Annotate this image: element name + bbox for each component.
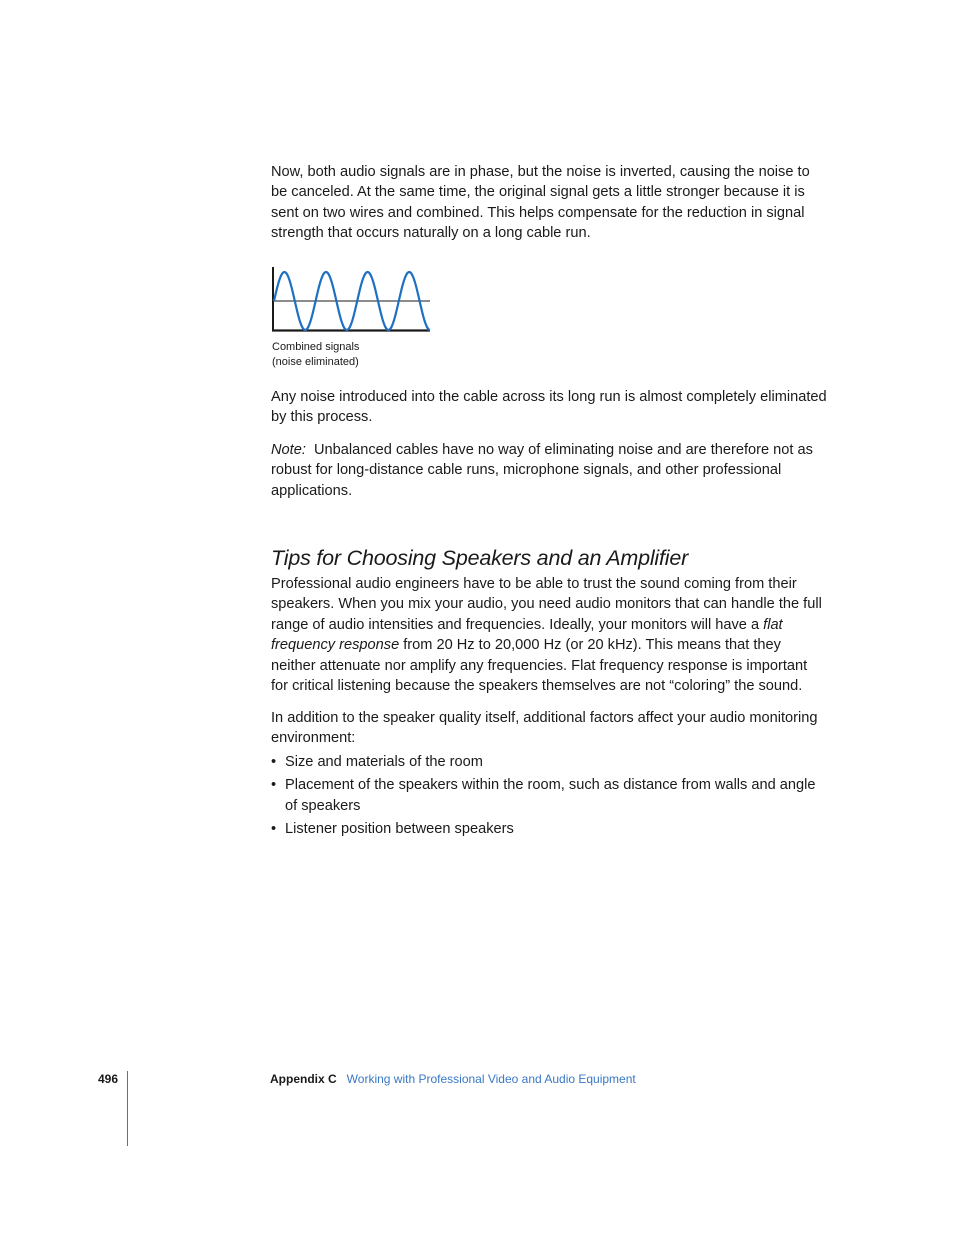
chapter-title-link[interactable]: Working with Professional Video and Audio Equipment <box>346 1072 636 1086</box>
list-item-text: Listener position between speakers <box>285 821 514 837</box>
speakers-paragraph <box>271 574 827 696</box>
list-item-text: Placement of the speakers within the room, such as distance from walls and angle of speakers <box>285 777 816 814</box>
list-item <box>271 752 827 773</box>
noise-paragraph <box>271 387 827 428</box>
list-item-text: Size and materials of the room <box>285 754 483 770</box>
paragraph-phase: Now, both audio signals are in phase, but the noise is inverted, causing the noise to be canceled. At the same time, the original signal gets a little stronger because it is sent on two wires and combined. This helps compensate for the reduction in signal strength that occurs naturally on a long cable run. <box>271 164 810 242</box>
intro-paragraph <box>271 162 827 244</box>
page-number: 496 <box>98 1072 119 1086</box>
bullet-glyph: • <box>271 777 277 793</box>
note-block <box>271 440 827 501</box>
factors-list <box>271 752 827 842</box>
list-item <box>271 775 827 817</box>
note-label: Note: <box>271 442 306 458</box>
footer-divider <box>127 1071 128 1146</box>
paragraph-factors-intro: In addition to the speaker quality itself, additional factors affect your audio monitoring environment: <box>271 710 818 747</box>
section-heading: Tips for Choosing Speakers and an Amplifier <box>271 546 689 570</box>
flat-frequency-term: flat frequency response <box>271 616 783 654</box>
bullet-glyph: • <box>271 821 277 837</box>
paragraph-speakers-start: Professional audio engineers have to be able to trust the sound coming from their speakers. When you mix your audio, you need audio monitors that can handle the full range of audio intensities and frequencies. Ideally, your monitors will have a <box>271 576 822 633</box>
paragraph-speakers-end: from 20 Hz to 20,000 Hz (or 20 kHz). This means that they neither attenuate nor amplify any frequencies. Flat frequency response is important for critical listening because the speakers themselves are not “coloring” the sound. <box>271 637 808 695</box>
running-footer <box>270 1072 636 1086</box>
note-text: Unbalanced cables have no way of eliminating noise and are therefore not as robust for long-distance cable runs, microphone signals, and other professional applications. <box>271 442 813 499</box>
figure-caption <box>272 340 359 370</box>
list-item <box>271 819 827 840</box>
caption-line-2: (noise eliminated) <box>272 356 359 368</box>
paragraph-noise-eliminated: Any noise introduced into the cable across its long run is almost completely eliminated by this process. <box>271 389 827 426</box>
factors-paragraph <box>271 708 827 749</box>
appendix-label: Appendix C <box>270 1072 337 1086</box>
combined-signals-figure <box>270 264 434 334</box>
bullet-glyph: • <box>271 754 277 770</box>
caption-line-1: Combined signals <box>272 341 360 353</box>
waveform-diagram <box>270 264 434 334</box>
